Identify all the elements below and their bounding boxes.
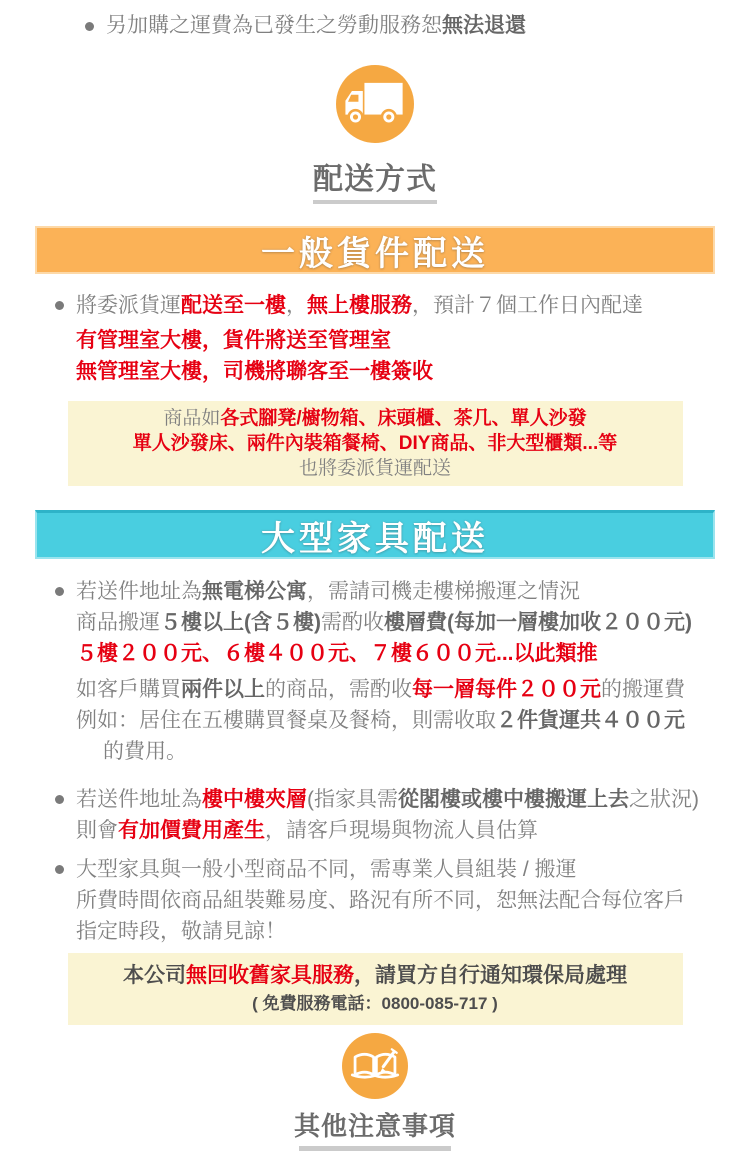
fee-example-paragraph [0,674,750,767]
large-furniture-bullet1-text [76,576,692,669]
note-box-line2: 單人沙發床、兩件內裝箱餐椅、DIY商品、非大型櫃類...等 [132,433,618,454]
bullet-icon [55,795,64,804]
section-title-other-notes: 其他注意事項 [293,1111,456,1141]
large-furniture-bullet1 [0,576,750,669]
mezzanine-line1: 若送件地址為樓中樓夾層(指家具需從閣樓或樓中樓搬運上去之狀況) [76,788,699,811]
large-furniture-bullet3-text [76,854,685,947]
truck-icon [336,65,414,143]
large-furniture-bullet2-text [76,784,699,846]
title-underline-delivery [313,200,437,204]
no-recycle-line2: ( 免費服務電話：0800-085-717 ) [252,994,498,1013]
fee-line1: 如客戶購買兩件以上的商品，需酌收每一層每件２００元的搬運費 [76,678,685,701]
fee-line3: 的費用。 [103,740,187,763]
assembly-line1: 大型家具與一般小型商品不同，需專業人員組裝 / 搬運 [76,858,577,881]
no-recycle-note-box [68,953,683,1025]
general-delivery-line3: 無管理室大樓，司機將聯客至一樓簽收 [76,360,433,383]
stairs-line3: ５樓２００元、６樓４００元、７樓６００元...以此類推 [76,642,598,665]
banner-general-delivery: 一般貨件配送 [35,226,715,274]
note-box-line3: 也將委派貨運配送 [298,458,451,479]
other-notes-icon-wrap [0,1033,750,1104]
bullet-icon [55,301,64,310]
general-items-note-box [68,401,683,486]
note-box-line1: 商品如各式腳凳/櫥物箱、床頭櫃、茶几、單人沙發 [163,408,587,429]
bullet-icon [85,22,94,31]
refund-note-text: 另加購之運費為已發生之勞動服務恕無法退還 [106,14,526,37]
stairs-line1: 若送件地址為無電梯公寓，需請司機走樓梯搬運之情況 [76,580,580,603]
refund-note [0,0,750,41]
banner-large-furniture: 大型家具配送 [35,510,715,559]
general-delivery-bullet [0,290,750,387]
section-title-delivery: 配送方式 [313,163,437,196]
delivery-icon-wrap [0,65,750,148]
bullet-icon [55,865,64,874]
fee-line2: 例如：居住在五樓購買餐桌及餐椅，則需收取２件貨運共４００元 [76,709,685,732]
general-delivery-line1: 將委派貨運配送至一樓，無上樓服務，預計７個工作日內配達 [76,294,643,317]
title-underline-other-notes [299,1146,451,1151]
assembly-line2: 所費時間依商品組裝難易度、路況有所不同，恕無法配合每位客戶 [76,889,685,912]
stairs-line2: 商品搬運５樓以上(含５樓)需酌收樓層費(每加一層樓加收２００元) [76,611,692,634]
general-delivery-line2: 有管理室大樓，貨件將送至管理室 [76,329,391,352]
assembly-line3: 指定時段，敬請見諒！ [76,920,286,943]
book-pen-icon [342,1033,408,1099]
bullet-icon [55,587,64,596]
general-delivery-text [76,290,643,387]
no-recycle-line1: 本公司無回收舊家具服務，請買方自行通知環保局處理 [123,964,627,987]
mezzanine-line2: 則會有加價費用產生，請客戶現場與物流人員估算 [76,819,538,842]
large-furniture-bullet2 [0,784,750,846]
large-furniture-bullet3 [0,854,750,947]
